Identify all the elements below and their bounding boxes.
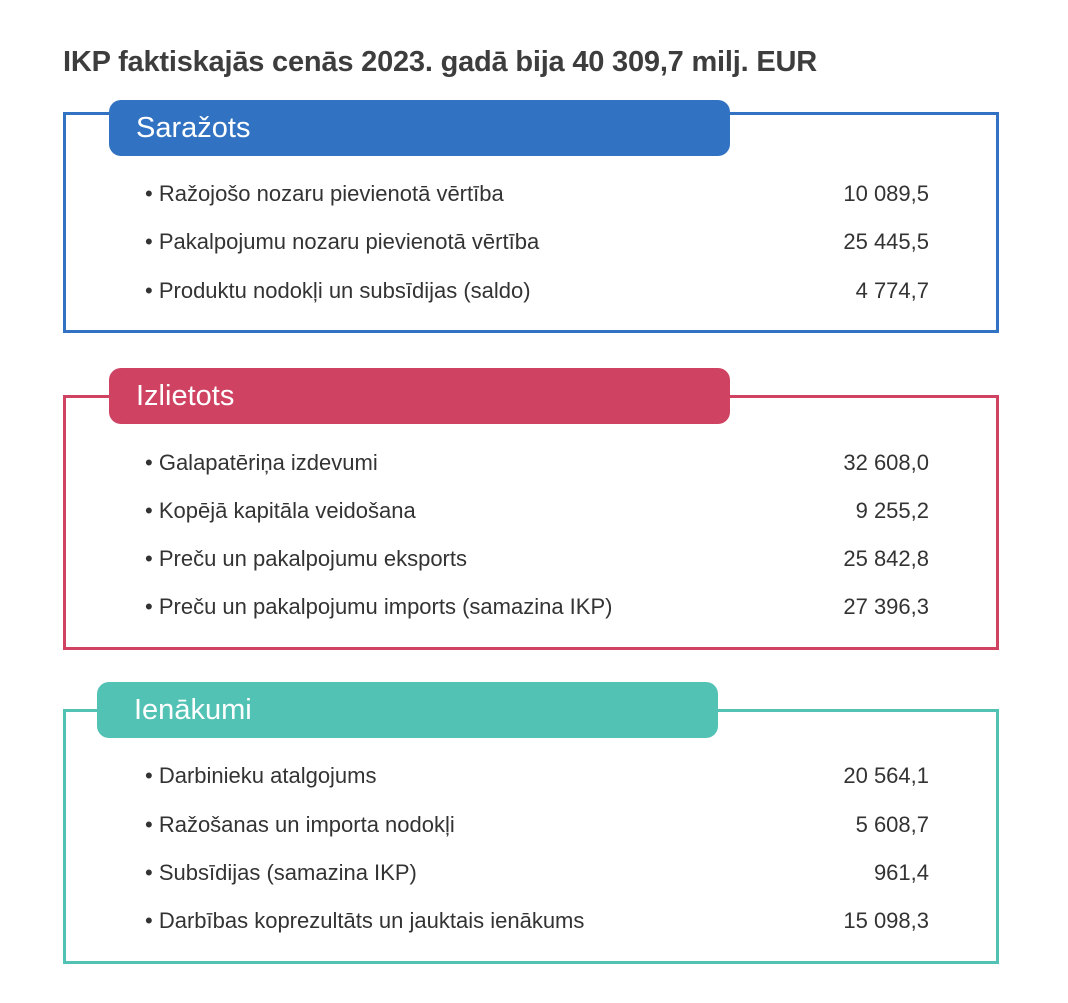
page-title: IKP faktiskajās cenās 2023. gadā bija 40 309,7 milj. EUR [63,46,817,78]
section-income [63,682,999,964]
list-item [145,810,929,840]
item-value: 15 098,3 [843,908,929,933]
item-value: 25 842,8 [843,546,929,571]
section-header: Izlietots [109,368,730,424]
list-item [145,544,929,574]
list-item [145,906,929,936]
item-label: • Galapatēriņa izdevumi [145,448,378,478]
list-item [145,276,929,306]
item-label: • Darbības koprezultāts un jauktais ienākums [145,906,584,936]
item-label: • Pakalpojumu nozaru pievienotā vērtība [145,227,539,257]
list-item [145,592,929,622]
item-label: • Subsīdijas (samazina IKP) [145,858,417,888]
item-value: 4 774,7 [855,278,929,303]
item-label: • Ražošanas un importa nodokļi [145,810,455,840]
item-value: 32 608,0 [843,450,929,475]
item-value: 5 608,7 [855,812,929,837]
item-label: • Darbinieku atalgojums [145,761,377,791]
item-label: • Produktu nodokļi un subsīdijas (saldo) [145,276,531,306]
list-item [145,858,929,888]
item-value: 9 255,2 [855,498,929,523]
list-item [145,227,929,257]
item-value: 961,4 [873,860,929,885]
item-label: • Preču un pakalpojumu eksports [145,544,467,574]
list-item [145,496,929,526]
item-label: • Preču un pakalpojumu imports (samazina IKP) [145,592,612,622]
item-label: • Ražojošo nozaru pievienotā vērtība [145,179,504,209]
section-header: Ienākumi [97,682,718,738]
list-item [145,448,929,478]
item-value: 10 089,5 [843,181,929,206]
item-value: 25 445,5 [843,229,929,254]
section-used [63,368,999,650]
list-item [145,179,929,209]
section-header: Saražots [109,100,730,156]
list-item [145,761,929,791]
item-value: 27 396,3 [843,594,929,619]
item-value: 20 564,1 [843,763,929,788]
section-produced [63,100,999,333]
item-label: • Kopējā kapitāla veidošana [145,496,416,526]
